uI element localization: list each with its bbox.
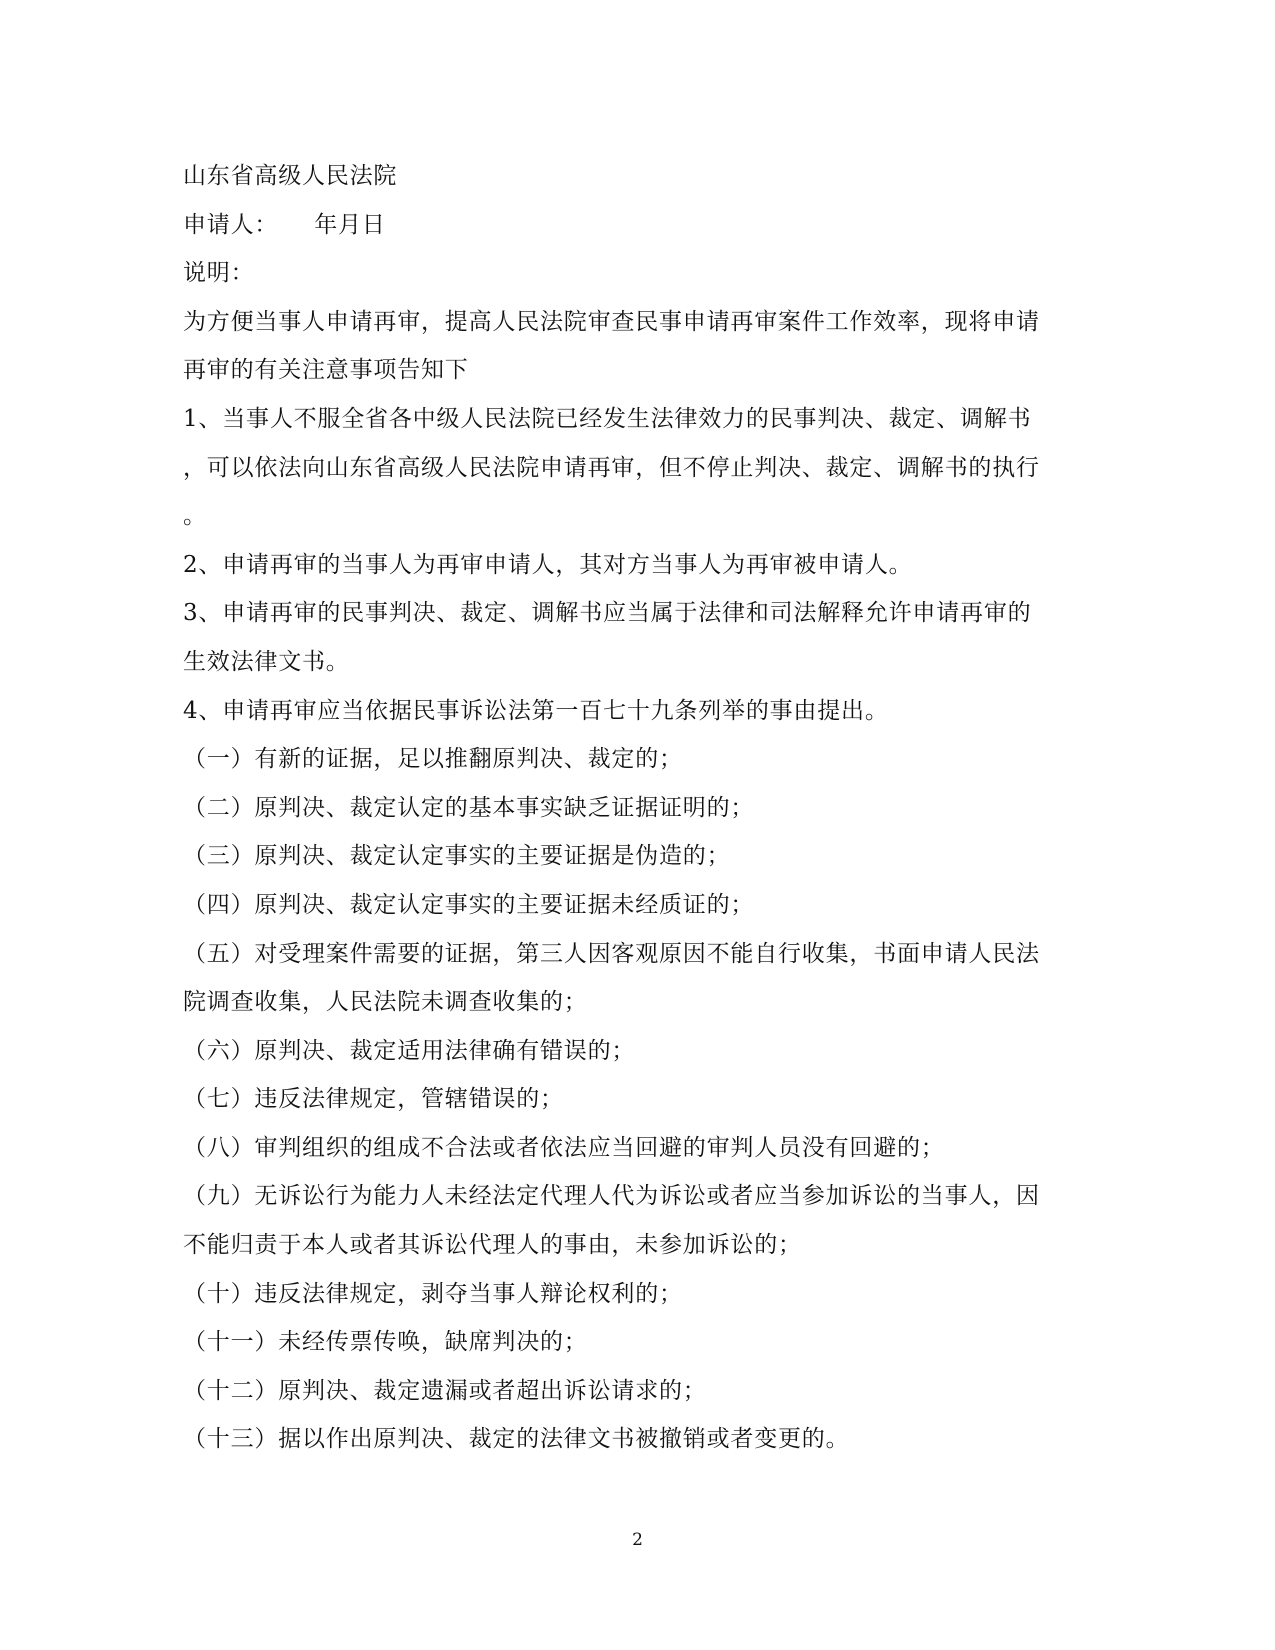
ground-6: （六）原判决、裁定适用法律确有错误的；: [183, 1037, 636, 1064]
item-4: 4、申请再审应当依据民事诉讼法第一百七十九条列举的事由提出。: [183, 697, 889, 724]
ground-5-line-1: （五）对受理案件需要的证据，第三人因客观原因不能自行收集，书面申请人民法: [183, 940, 1040, 967]
court-name: 山东省高级人民法院: [183, 163, 398, 189]
item-1-line-2: ，可以依法向山东省高级人民法院申请再审，但不停止判决、裁定、调解书的执行: [183, 454, 1040, 481]
ground-7: （七）违反法律规定，管辖错误的；: [183, 1086, 564, 1113]
intro-line-2: 再审的有关注意事项告知下: [183, 357, 469, 384]
ground-8: （八）审判组织的组成不合法或者依法应当回避的审判人员没有回避的；: [183, 1134, 945, 1161]
intro-line-1: 为方便当事人申请再审，提高人民法院审查民事申请再审案件工作效率，现将申请: [183, 308, 1040, 335]
item-3-line-2: 生效法律文书。: [183, 648, 350, 675]
ground-1: （一）有新的证据，足以推翻原判决、裁定的；: [183, 746, 683, 773]
item-1-line-3: 。: [183, 503, 207, 530]
document-body: [183, 152, 1083, 1464]
item-2: 2、申请再审的当事人为再审申请人，其对方当事人为再审被申请人。: [183, 551, 913, 578]
ground-12: （十二）原判决、裁定遗漏或者超出诉讼请求的；: [183, 1377, 707, 1404]
ground-13: （十三）据以作出原判决、裁定的法律文书被撤销或者变更的。: [183, 1426, 850, 1453]
notes-heading: 说明：: [183, 260, 255, 287]
applicant-date-line: 申请人： 年月日: [183, 211, 386, 238]
ground-10: （十）违反法律规定，剥夺当事人辩论权利的；: [183, 1280, 683, 1307]
ground-9-line-1: （九）无诉讼行为能力人未经法定代理人代为诉讼或者应当参加诉讼的当事人，因: [183, 1183, 1040, 1210]
ground-9-line-2: 不能归责于本人或者其诉讼代理人的事由，未参加诉讼的；: [183, 1232, 802, 1259]
item-3-line-1: 3、申请再审的民事判决、裁定、调解书应当属于法律和司法解释允许申请再审的: [183, 600, 1032, 627]
page-number: 2: [632, 1530, 643, 1550]
ground-2: （二）原判决、裁定认定的基本事实缺乏证据证明的；: [183, 794, 755, 821]
ground-4: （四）原判决、裁定认定事实的主要证据未经质证的；: [183, 891, 755, 918]
ground-3: （三）原判决、裁定认定事实的主要证据是伪造的；: [183, 843, 731, 870]
ground-5-line-2: 院调查收集，人民法院未调查收集的；: [183, 989, 588, 1016]
ground-11: （十一）未经传票传唤，缺席判决的；: [183, 1329, 588, 1356]
item-1-line-1: 1、当事人不服全省各中级人民法院已经发生法律效力的民事判决、裁定、调解书: [183, 405, 1032, 432]
